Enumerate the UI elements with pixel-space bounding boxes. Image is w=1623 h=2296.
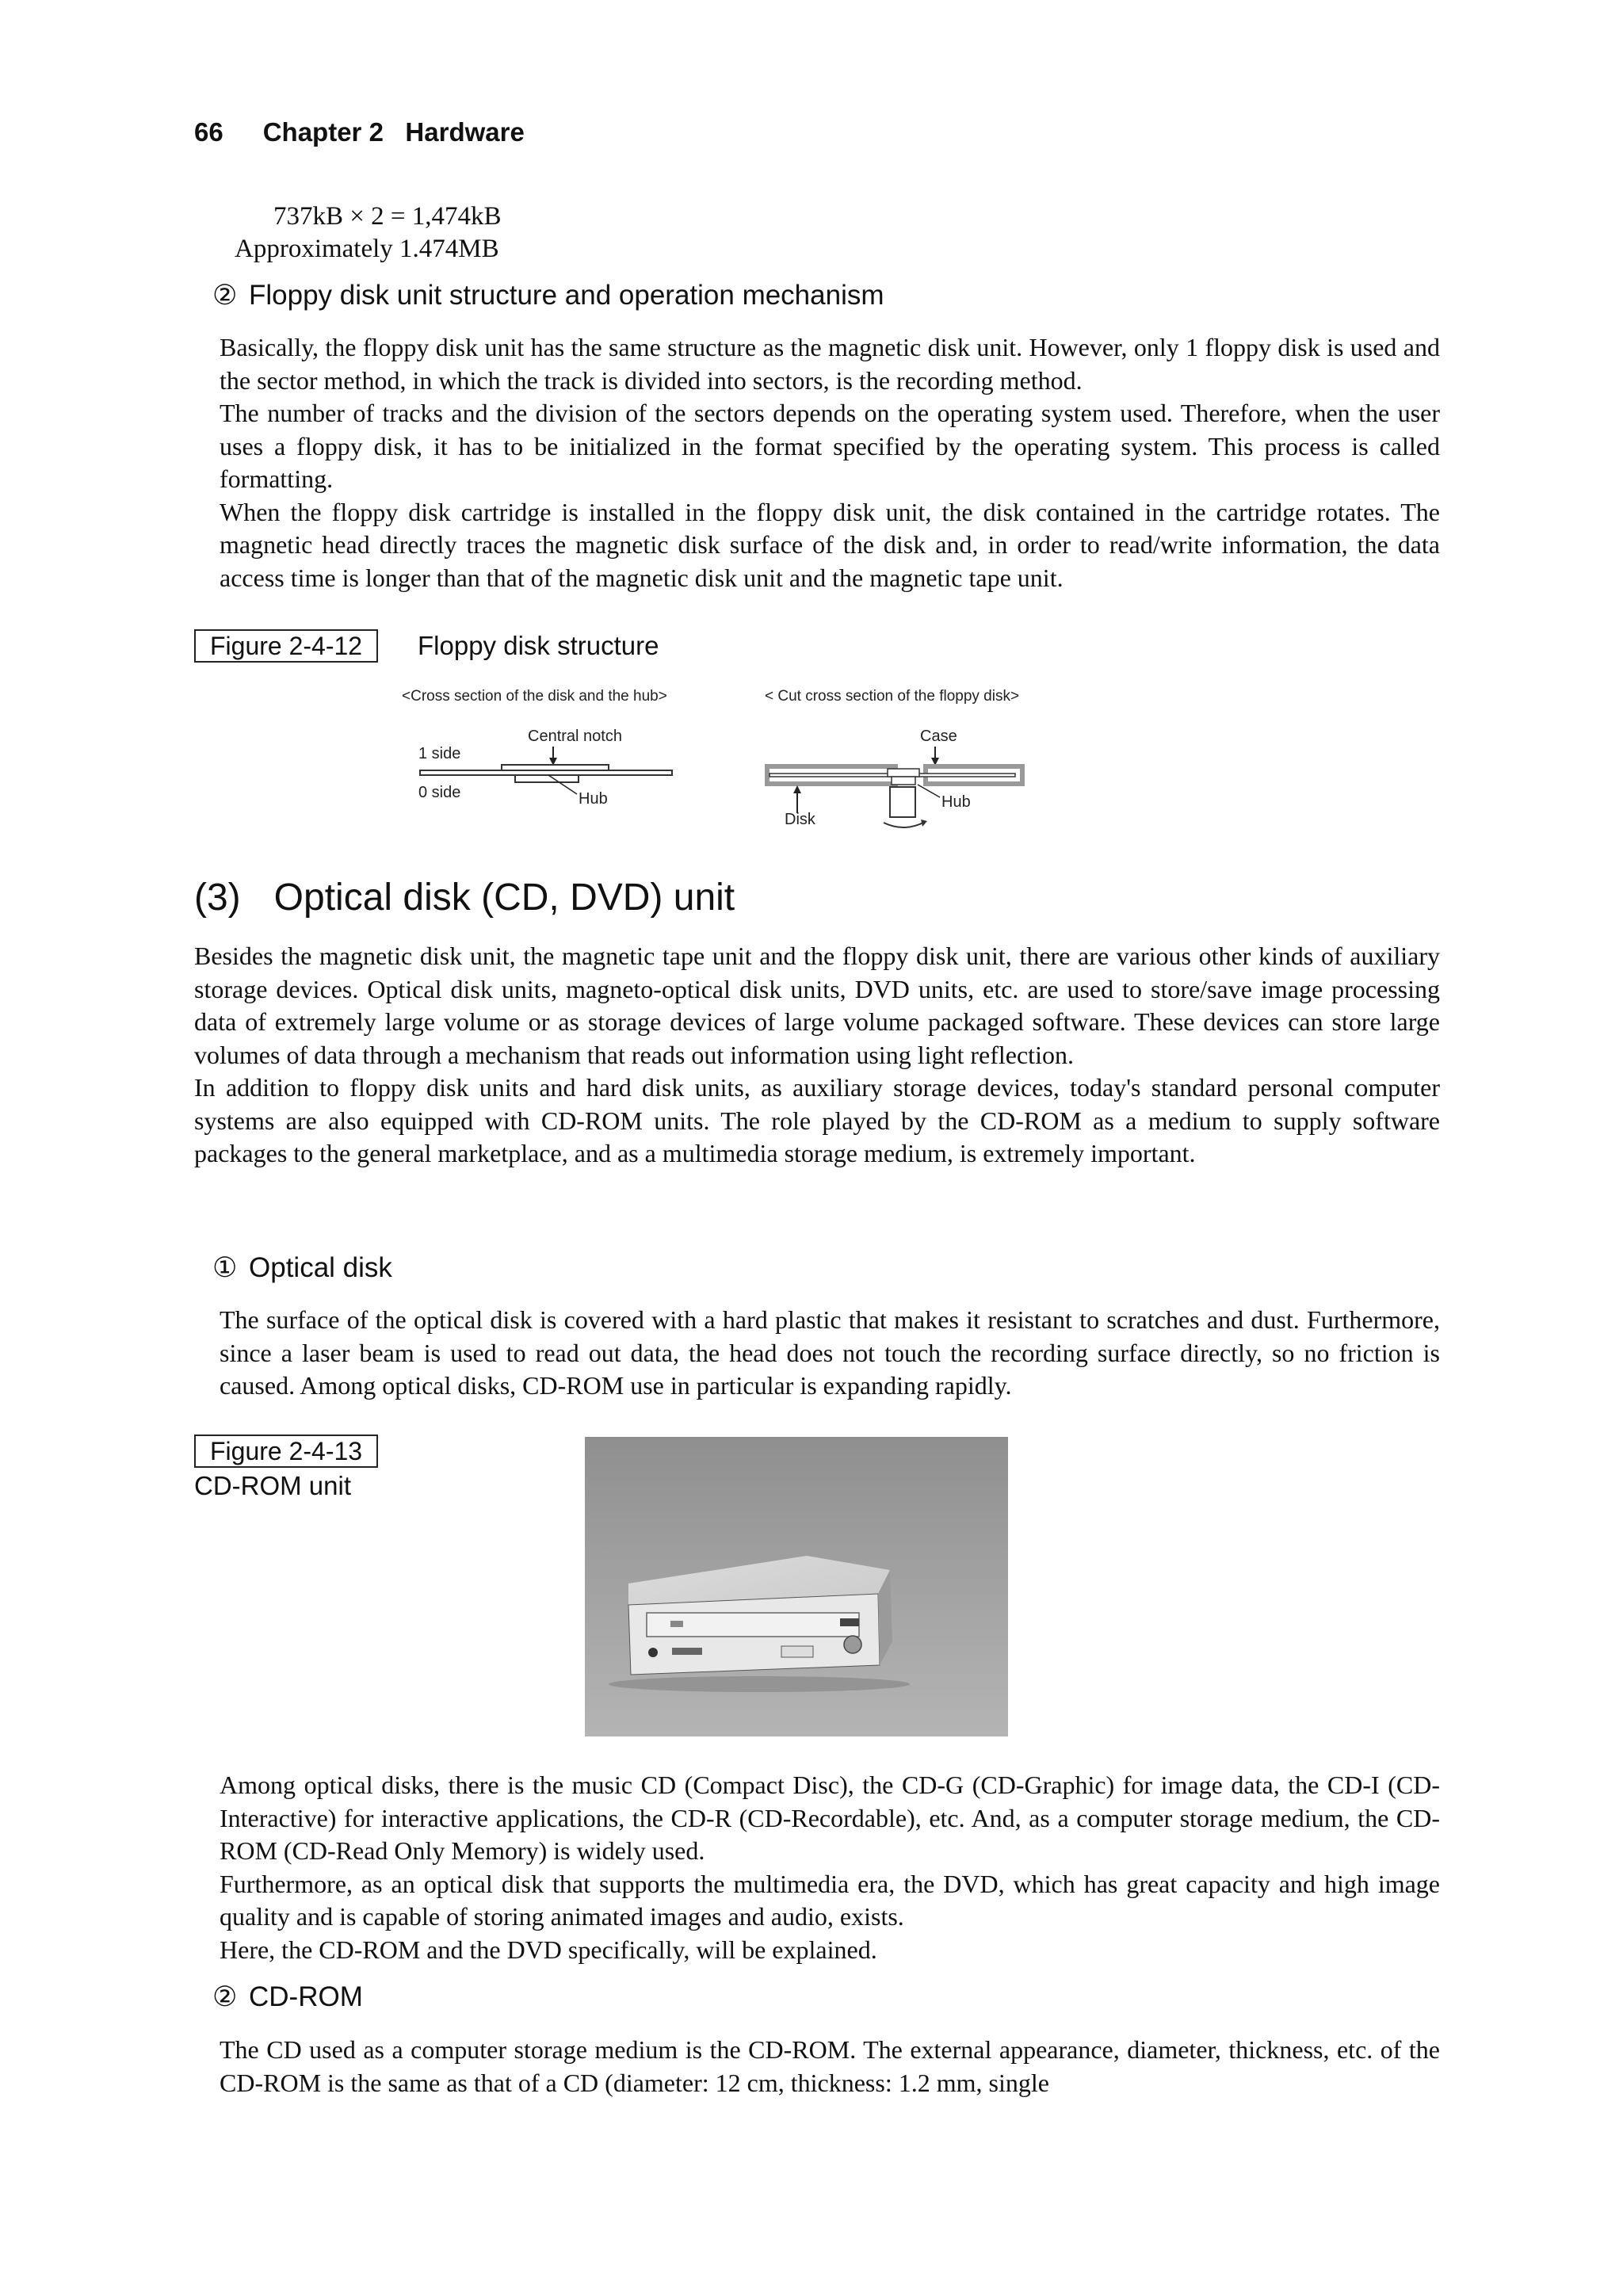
power-knob [844, 1636, 861, 1653]
figure-caption: CD-ROM unit [194, 1471, 352, 1500]
optical-disk-body [220, 1304, 1440, 1403]
paragraph: The CD used as a computer storage medium is the CD-ROM. The external appearance, diameter, thickness, etc. of the CD-ROM is the same as that of a CD (diameter: 12 cm, thickness: 1.2 mm, single [220, 2035, 1440, 2097]
left-caption: <Cross section of the disk and the hub> [402, 688, 667, 705]
subheading-title: CD-ROM [249, 1981, 363, 2012]
disk-arrow-head [793, 785, 801, 793]
brand-badge [840, 1618, 859, 1626]
subheading-number: ② [212, 1981, 238, 2012]
cdrom-unit-photo [585, 1437, 1008, 1736]
subheading-title: Floppy disk unit structure and operation mechanism [249, 280, 884, 311]
central-notch-label: Central notch [528, 728, 622, 745]
paragraph: Here, the CD-ROM and the DVD specifically, will be explained. [220, 1935, 877, 1964]
paragraph: When the floppy disk cartridge is installed in the floppy disk unit, the disk contained in the cartridge rotates. The magnetic head directly traces the magnetic disk surface of the disk and, in order to read/write information, the data access time is longer than that of the magnetic disk unit and the magnetic tape unit. [220, 497, 1440, 592]
drive-shadow [609, 1676, 910, 1692]
volume-slot [672, 1648, 702, 1655]
side1-label: 1 side [418, 745, 461, 762]
hub-stem [892, 777, 915, 785]
disk-label: Disk [785, 811, 815, 828]
paragraph: Besides the magnetic disk unit, the magnetic tape unit and the floppy disk unit, there are various other kinds of auxiliary storage devices. Optical disk units, magneto-optical disk units, DVD units, etc. are used to store/save image processing data of extremely large volume or as storage devices of large volume packaged software. These devices can store large volumes of data through a mechanism that reads out information using light reflection. [194, 942, 1440, 1069]
calc-line-2: Approximately 1.474MB [235, 235, 499, 263]
side0-label: 0 side [418, 784, 461, 801]
subheading-cdrom [212, 1981, 363, 2013]
after-figure-body [220, 1769, 1440, 1966]
optical-body [194, 940, 1440, 1171]
right-caption: < Cut cross section of the floppy disk> [765, 688, 1020, 705]
headphone-jack [648, 1648, 658, 1657]
paragraph: In addition to floppy disk units and hard disk units, as auxiliary storage devices, today's standard personal computer systems are also equipped with CD-ROM units. The role played by the CD-ROM as a medium to supply software packages to the general marketplace, and as a multimedia storage medium, is extremely important. [194, 1073, 1440, 1167]
paragraph: The number of tracks and the division of the sectors depends on the operating system used. Therefore, when the user uses a floppy disk, it has to be initialized in the format specified by the operating system. This process is called formatting. [220, 399, 1440, 493]
subheading-number: ① [212, 1252, 238, 1283]
spindle [890, 787, 915, 817]
page-number: 66 [194, 117, 223, 147]
floppy-body [220, 331, 1440, 594]
cdrom-body [220, 2034, 1440, 2099]
hub-leader [918, 785, 940, 797]
paragraph: Basically, the floppy disk unit has the same structure as the magnetic disk unit. However, only 1 floppy disk is used and the sector method, in which the track is divided into sectors, is the recording method. [220, 333, 1440, 395]
figure-title: Floppy disk structure [418, 631, 659, 660]
paragraph: Among optical disks, there is the music CD (Compact Disc), the CD-G (CD-Graphic) for image data, the CD-I (CD-Interactive) for interactive applications, the CD-R (CD-Recordable), etc. And, as a computer storage medium, the CD-ROM (CD-Read Only Memory) is widely used. [220, 1771, 1440, 1865]
section-title: Optical disk (CD, DVD) unit [273, 877, 735, 919]
rotation-arrow-head [921, 819, 927, 827]
section-number: (3) [194, 877, 241, 919]
eject-button [781, 1646, 813, 1657]
figure-label: Figure 2-4-12 [194, 629, 378, 663]
hub-bottom [515, 775, 579, 782]
paragraph: Furthermore, as an optical disk that supports the multimedia era, the DVD, which has great capacity and high image quality and is capable of storing animated images and audio, exists. [220, 1869, 1440, 1931]
subheading-optical-disk [212, 1252, 392, 1284]
running-header [194, 117, 525, 147]
chapter-title: Chapter 2 Hardware [262, 117, 525, 147]
floppy-structure-diagram [380, 674, 1078, 840]
hub-top [888, 769, 919, 777]
paragraph: The surface of the optical disk is covered with a hard plastic that makes it resistant to scratches and dust. Furthermore, since a laser beam is used to read out data, the head does not touch the recording surface directly, so no friction is caused. Among optical disks, CD-ROM use in particular is expanding rapidly. [220, 1305, 1440, 1400]
figure-label: Figure 2-4-13 [194, 1435, 378, 1468]
tray-logo [670, 1621, 683, 1627]
hub-label: Hub [579, 790, 608, 808]
calc-line-1: 737kB × 2 = 1,474kB [273, 202, 502, 231]
subheading-floppy [212, 280, 884, 311]
subheading-title: Optical disk [249, 1252, 392, 1283]
case-label: Case [920, 728, 957, 745]
hub-label-right: Hub [941, 793, 971, 811]
rotation-arrow [884, 823, 923, 827]
subheading-number: ② [212, 280, 238, 311]
section-heading-optical [194, 876, 735, 919]
